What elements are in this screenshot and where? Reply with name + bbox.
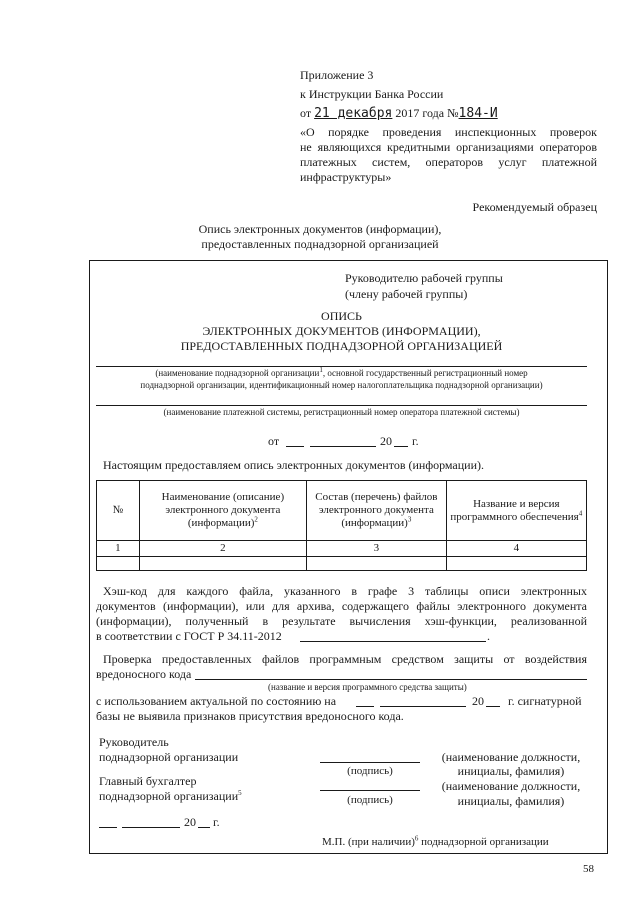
date-year: 2017 года	[395, 106, 445, 120]
hash-value-line[interactable]	[300, 641, 486, 642]
head-signature-line[interactable]	[320, 762, 420, 763]
accountant-label-1: Главный бухгалтер	[99, 774, 197, 788]
org-caption-1a: (наименование поднадзорной организации	[155, 368, 320, 378]
table-row[interactable]	[97, 557, 587, 571]
inventory-table	[96, 480, 587, 571]
bottom-year-prefix: 20	[184, 815, 196, 829]
date-value: 21 декабря	[314, 106, 393, 121]
instruction-title-3: платежных систем, операторов услуг платежной	[300, 155, 597, 169]
doc-title-1: Опись электронных документов (информации),	[198, 222, 442, 236]
date-day-line[interactable]	[286, 446, 304, 447]
hash-text-2: документов (информации), или для архива, содержащего файлы электронного документа	[96, 599, 587, 613]
accountant-signature-caption: (подпись)	[347, 794, 393, 806]
accountant-position-caption-1: (наименование должности,	[441, 779, 581, 793]
bottom-month-line[interactable]	[122, 827, 180, 828]
table-cell[interactable]	[446, 557, 586, 571]
footnote-1: 1	[319, 366, 323, 374]
col-number-1: 1	[97, 541, 140, 557]
date-from: от	[268, 434, 280, 448]
head-position-caption-2: инициалы, фамилия)	[457, 764, 565, 778]
col-files-header: Состав (перечень) файлов электронного документа (информации)$^3$	[307, 481, 447, 541]
col-software-header: Название и версия программного обеспечения$^4$	[446, 481, 586, 541]
org-caption-1b: , основной государственный регистрационный номер	[322, 368, 528, 378]
org-name-line[interactable]	[96, 366, 587, 367]
check-text-2: вредоносного кода	[96, 667, 192, 681]
table-cell[interactable]	[307, 557, 447, 571]
payment-system-line[interactable]	[96, 405, 587, 406]
payment-system-caption: (наименование платежной системы, регистрационный номер оператора платежной системы)	[163, 407, 520, 417]
org-caption-2: поднадзорной организации, идентификационный номер налогоплательщика поднадзорной организации)	[140, 380, 543, 390]
addressee-2: (члену рабочей группы)	[345, 287, 468, 301]
date-year-prefix: 20	[380, 434, 392, 448]
bottom-g: г.	[213, 815, 220, 829]
col-number-2: 2	[139, 541, 306, 557]
accountant-signature-line[interactable]	[320, 790, 420, 791]
check-text-3a: с использованием актуальной по состоянию на	[96, 694, 337, 708]
appendix-label: Приложение 3	[300, 68, 374, 82]
bottom-year-line[interactable]	[198, 827, 210, 828]
instruction-title-1: «О порядке проведения инспекционных проверок	[300, 125, 597, 139]
stamp-label: М.П. (при наличии)$^6$ поднадзорной организации	[322, 834, 549, 848]
antivirus-name-line[interactable]	[195, 679, 587, 680]
form-heading-3: ПРЕДОСТАВЛЕННЫХ ПОДНАДЗОРНОЙ ОРГАНИЗАЦИЕЙ	[180, 339, 503, 353]
col-number-4: 4	[446, 541, 586, 557]
hash-text-1: Хэш-код для каждого файла, указанного в графе 3 таблицы описи электронных	[103, 584, 587, 598]
antivirus-caption: (название и версия программного средства защиты)	[268, 682, 467, 692]
head-signature-caption: (подпись)	[347, 765, 393, 777]
hash-text-4: в соответствии с ГОСТ Р 34.11-2012	[96, 629, 282, 643]
table-cell[interactable]	[97, 557, 140, 571]
recommended-sample: Рекомендуемый образец	[472, 200, 597, 214]
number-value: 184-И	[458, 106, 498, 121]
instruction-date	[300, 106, 498, 121]
bottom-day-line[interactable]	[99, 827, 117, 828]
instruction-title-2: не являющихся кредитными организациями операторов	[300, 140, 597, 154]
date-month-line[interactable]	[310, 446, 376, 447]
hash-period: .	[487, 629, 490, 643]
check-day-line[interactable]	[356, 706, 374, 707]
accountant-label-2: поднадзорной организации$^5$	[99, 789, 242, 803]
org-caption-1	[96, 368, 587, 379]
col-number-header: №	[97, 481, 140, 541]
intro-text: Настоящим предоставляем опись электронных документов (информации).	[103, 458, 485, 472]
table-cell[interactable]	[139, 557, 306, 571]
form-heading-2: ЭЛЕКТРОННЫХ ДОКУМЕНТОВ (ИНФОРМАЦИИ),	[202, 324, 481, 338]
hash-text-3: (информации), полученный в результате вычисления хэш-функции, реализованной	[96, 614, 587, 628]
check-year-line[interactable]	[486, 706, 500, 707]
check-year-prefix: 20	[472, 694, 484, 708]
date-year-line[interactable]	[394, 446, 408, 447]
table-number-row	[97, 541, 587, 557]
head-label-2: поднадзорной организации	[99, 750, 239, 764]
col-number-3: 3	[307, 541, 447, 557]
head-position-caption-1: (наименование должности,	[441, 750, 581, 764]
head-label-1: Руководитель	[99, 735, 169, 749]
instruction-label: к Инструкции Банка России	[300, 87, 444, 101]
check-month-line[interactable]	[380, 706, 466, 707]
check-text-4: базы не выявила признаков присутствия вредоносного кода.	[96, 709, 404, 723]
table-header-row	[97, 481, 587, 541]
instruction-title-4: инфраструктуры»	[300, 170, 392, 184]
accountant-position-caption-2: инициалы, фамилия)	[457, 794, 565, 808]
date-prefix: от	[300, 106, 312, 120]
check-text-3c: г. сигнатурной	[508, 694, 582, 708]
date-g: г.	[412, 434, 419, 448]
addressee-1: Руководителю рабочей группы	[345, 271, 503, 285]
check-text-1: Проверка предоставленных файлов программным средством защиты от воздействия	[103, 652, 587, 666]
col-name-header: Наименование (описание) электронного документа (информации)$^2$	[139, 481, 306, 541]
number-label: №	[447, 106, 459, 120]
page-number: 58	[583, 863, 594, 875]
doc-title-2: предоставленных поднадзорной организацией	[201, 237, 439, 251]
form-heading-1: ОПИСЬ	[321, 309, 362, 323]
